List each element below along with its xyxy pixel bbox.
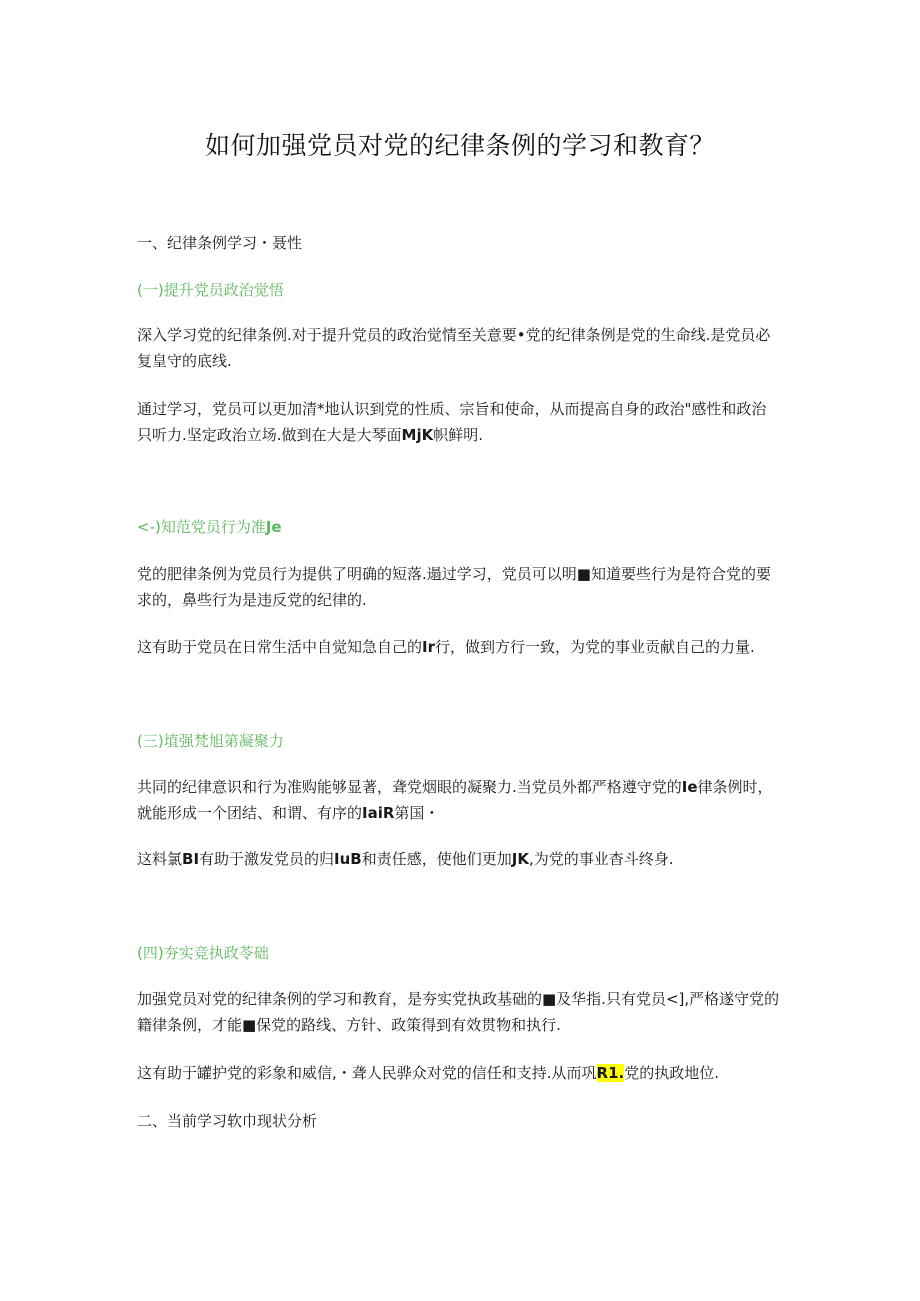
paragraph-line: 籍律条例，才能■保党的路线、方针、政策得到有效贯物和执行. [137, 1016, 561, 1034]
subsection-4-heading: (四)夯实竞执政苓础 [137, 944, 269, 962]
bold-text-run: IaiR [362, 804, 395, 822]
text-run: 律条例时， [697, 778, 773, 796]
text-run: 只听力.坚定政治立场.做到在大是大琴面 [137, 426, 402, 444]
bold-heading-run: Je [265, 518, 282, 536]
paragraph-line: 求的，鼻些行为是违反党的纪律的. [137, 591, 367, 609]
text-run: 共同的纪律意识和行为准购能够显著，聋党烟眼的凝聚力.当党员外都严格遵守党的 [137, 778, 682, 796]
text-run: 和责任感，使他们更加 [361, 850, 512, 868]
bold-text-run: JK [511, 850, 529, 868]
paragraph-line: 党的肥律条例为党员行为提供了明确的短落.遢过学习，党员可以明■知道要些行为是符合党的要 [137, 565, 771, 583]
paragraph-line: 加强党员对党的纪律条例的学习和教育，是夯实党执政基础的■及华指.只有党员<],严格遂守党的 [137, 990, 780, 1008]
paragraph-line [137, 846, 797, 872]
paragraph-line: 深入学习党的纪律条例.对于提升党员的政治觉情至关意要•党的纪律条例是党的生命线.是党员必 [137, 326, 771, 344]
paragraph-line [137, 774, 797, 800]
subsection-3-heading: (三)埴强梵旭第凝聚力 [137, 732, 284, 750]
highlighted-text-run: R1. [596, 1064, 625, 1082]
bold-text-run: MjK [401, 426, 434, 444]
document-title: 如何加强党员对党的纪律条例的学习和教育？ [204, 131, 715, 160]
subsection-1-heading: (一)提升党员政治觉悟 [137, 281, 284, 299]
bold-text-run: IuB [334, 850, 362, 868]
bold-text-run: BI [182, 850, 200, 868]
subsection-2-heading [137, 516, 282, 538]
text-run: 这有助于党员在日常生活中自觉知急自己的 [137, 638, 423, 656]
text-run: 有助于激发党员的归 [199, 850, 335, 868]
text-run: 行，做到方行一致，为党的事业贡献自己的力量. [435, 638, 755, 656]
text-run: 这有助于罐护党的彩象和威信,・聋人民骅众对党的信任和支持.从而巩 [137, 1064, 597, 1082]
text-run: 帜鲜明. [433, 426, 484, 444]
bold-text-run: Ie [681, 778, 698, 796]
section-2-heading: 二、当前学习软巾现状分析 [137, 1112, 318, 1130]
subsection-2-paragraph-1 [137, 561, 797, 613]
subsection-1-paragraph-1 [137, 322, 797, 374]
subsection-3-paragraph-2 [137, 846, 797, 872]
subsection-4-paragraph-1 [137, 986, 797, 1038]
bold-text-run: Ir [422, 638, 435, 656]
paragraph-line [137, 634, 797, 660]
text-run: 这料氯 [137, 850, 183, 868]
paragraph-line [137, 422, 797, 448]
text-run: 第国・ [394, 804, 440, 822]
heading-run: <-)知范党员行为准 [137, 518, 266, 536]
text-run: ,为党的事业杳斗终身. [528, 850, 674, 868]
paragraph-line [137, 800, 797, 826]
paragraph-line: 通过学习，党员可以更加清*地认识到党的性质、宗旨和使命，从而提高自身的政治"感性和政治 [137, 400, 767, 418]
text-run: 就能形成一个团结、和谓、有序的 [137, 804, 363, 822]
paragraph-line [137, 1060, 797, 1086]
text-run: 党的执政地位. [624, 1064, 720, 1082]
section-1-heading: 一、纪律条例学习・聂性 [137, 234, 303, 252]
subsection-3-paragraph-1 [137, 774, 797, 826]
subsection-1-paragraph-2 [137, 396, 797, 448]
paragraph-line: 复皇守的底线. [137, 352, 232, 370]
subsection-2-paragraph-2 [137, 634, 797, 660]
subsection-4-paragraph-2 [137, 1060, 797, 1086]
